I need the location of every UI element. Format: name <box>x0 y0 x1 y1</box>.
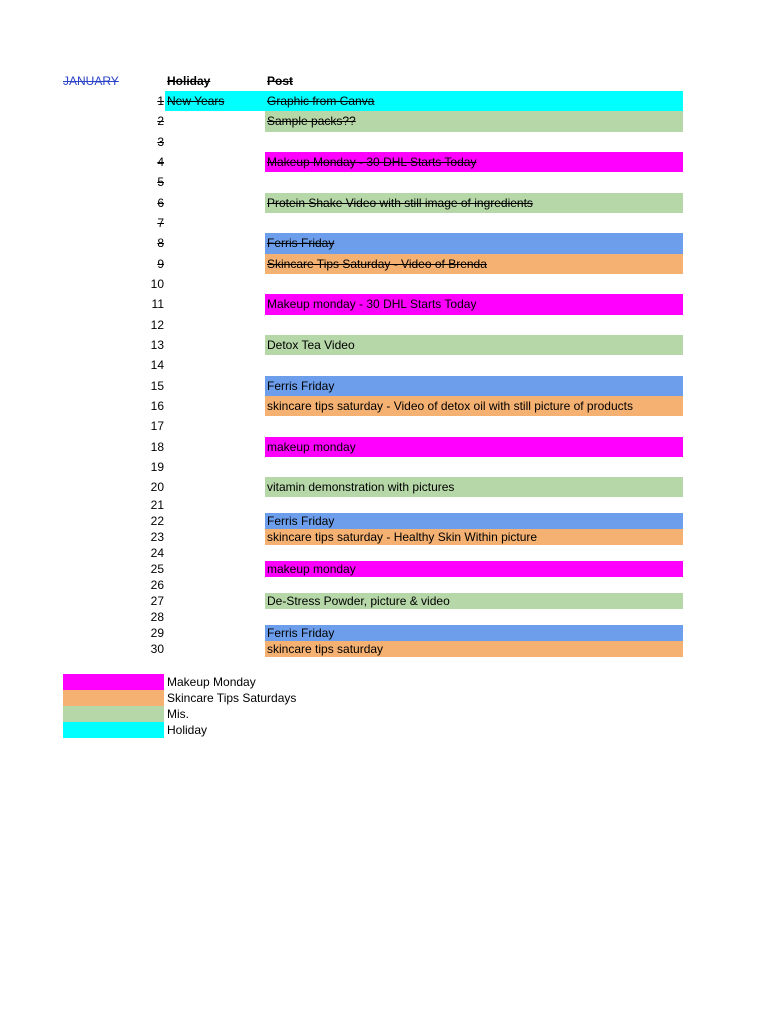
calendar-row <box>0 254 768 274</box>
calendar-row <box>0 152 768 172</box>
post-cell: skincare tips saturday <box>265 641 683 657</box>
calendar-row <box>0 193 768 213</box>
day-number: 9 <box>157 257 164 271</box>
day-number: 27 <box>150 594 164 608</box>
legend-swatch <box>63 690 164 706</box>
calendar-row <box>0 294 768 315</box>
calendar-row <box>0 396 768 416</box>
calendar-row <box>0 437 768 457</box>
post-cell: Sample packs?? <box>265 111 683 132</box>
calendar-row <box>0 497 768 513</box>
holiday-cell: New Years <box>165 91 266 111</box>
calendar-row <box>0 477 768 497</box>
calendar-row <box>0 335 768 355</box>
day-number: 4 <box>157 155 164 169</box>
calendar-row <box>0 172 768 193</box>
calendar-row <box>0 213 768 233</box>
post-cell: Ferris Friday <box>265 376 683 396</box>
post-column-header: Post <box>267 74 294 88</box>
legend-item <box>63 674 463 690</box>
calendar-row <box>0 111 768 132</box>
day-number: 24 <box>150 546 164 560</box>
post-cell: Graphic from Canva <box>265 91 683 111</box>
legend-item <box>63 690 463 706</box>
calendar-row <box>0 132 768 152</box>
post-cell: skincare tips saturday - Video of detox oil with still picture of products <box>265 396 683 416</box>
day-number: 2 <box>157 114 164 128</box>
post-cell: vitamin demonstration with pictures <box>265 477 683 497</box>
day-number: 3 <box>157 135 164 149</box>
legend-swatch <box>63 674 164 690</box>
day-number: 12 <box>150 318 164 332</box>
post-cell: makeup monday <box>265 561 683 577</box>
legend-item <box>63 722 463 738</box>
day-number: 23 <box>150 530 164 544</box>
calendar-row <box>0 625 768 641</box>
day-number: 25 <box>150 562 164 576</box>
calendar-row <box>0 593 768 609</box>
legend-label: Skincare Tips Saturdays <box>167 691 297 705</box>
legend-swatch <box>63 706 164 722</box>
calendar-row <box>0 91 768 111</box>
post-cell: De-Stress Powder, picture & video <box>265 593 683 609</box>
post-cell: Makeup Monday - 30 DHL Starts Today <box>265 152 683 172</box>
day-number: 28 <box>150 610 164 624</box>
calendar-row <box>0 513 768 529</box>
day-number: 20 <box>150 480 164 494</box>
post-cell: Skincare Tips Saturday - Video of Brenda <box>265 254 683 274</box>
calendar-row <box>0 233 768 254</box>
legend-item <box>63 706 463 722</box>
calendar-row <box>0 609 768 625</box>
day-number: 15 <box>150 379 164 393</box>
calendar-row <box>0 577 768 593</box>
day-number: 21 <box>150 498 164 512</box>
post-cell: Ferris Friday <box>265 513 683 529</box>
post-cell: Ferris Friday <box>265 233 683 254</box>
day-number: 16 <box>150 399 164 413</box>
day-number: 1 <box>157 94 164 108</box>
post-cell: Ferris Friday <box>265 625 683 641</box>
day-number: 6 <box>157 196 164 210</box>
calendar-row <box>0 416 768 437</box>
calendar-row <box>0 529 768 545</box>
day-number: 14 <box>150 358 164 372</box>
day-number: 10 <box>150 277 164 291</box>
day-number: 13 <box>150 338 164 352</box>
calendar-row <box>0 315 768 335</box>
calendar-row <box>0 561 768 577</box>
day-number: 19 <box>150 460 164 474</box>
day-number: 7 <box>157 216 164 230</box>
calendar-row <box>0 376 768 396</box>
post-cell: Protein Shake Video with still image of ingredients <box>265 193 683 213</box>
month-label: JANUARY <box>63 74 119 88</box>
calendar-row <box>0 641 768 657</box>
legend-label: Makeup Monday <box>167 675 256 689</box>
day-number: 17 <box>150 419 164 433</box>
day-number: 11 <box>151 297 164 311</box>
post-cell: skincare tips saturday - Healthy Skin Within picture <box>265 529 683 545</box>
day-number: 29 <box>150 626 164 640</box>
post-cell: Detox Tea Video <box>265 335 683 355</box>
calendar-row <box>0 355 768 376</box>
calendar-row <box>0 457 768 477</box>
calendar-row <box>0 545 768 561</box>
day-number: 22 <box>150 514 164 528</box>
day-number: 30 <box>150 642 164 656</box>
post-cell: makeup monday <box>265 437 683 457</box>
legend-swatch <box>63 722 164 738</box>
legend-label: Mis. <box>167 707 189 721</box>
day-number: 5 <box>157 175 164 189</box>
day-number: 26 <box>150 578 164 592</box>
holiday-column-header: Holiday <box>167 74 211 88</box>
legend-label: Holiday <box>167 723 208 737</box>
post-cell: Makeup monday - 30 DHL Starts Today <box>265 294 683 315</box>
day-number: 8 <box>157 236 164 250</box>
day-number: 18 <box>150 440 164 454</box>
calendar-row <box>0 274 768 294</box>
